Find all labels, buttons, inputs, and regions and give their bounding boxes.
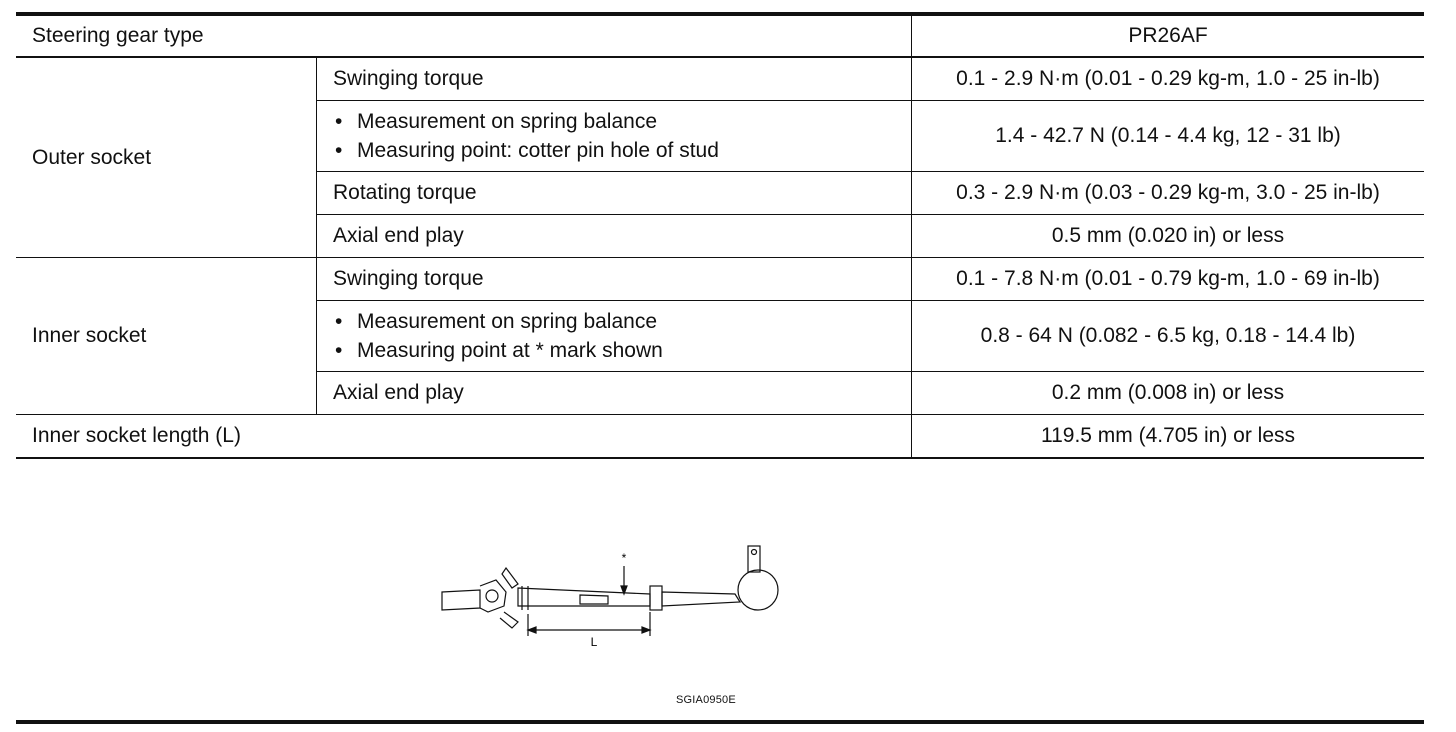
length-label: L	[590, 635, 598, 649]
outer-swinging-torque-value: 0.1 - 2.9 N·m (0.01 - 0.29 kg-m, 1.0 - 25 in-lb)	[912, 57, 1425, 101]
table-row	[16, 415, 1424, 459]
outer-socket-shape	[738, 570, 778, 610]
table-row	[16, 258, 1424, 301]
inner-bullet-list	[333, 307, 895, 365]
inner-socket-length-value: 119.5 mm (4.705 in) or less	[912, 415, 1425, 459]
inner-swinging-torque-value: 0.1 - 7.8 N·m (0.01 - 0.79 kg-m, 1.0 - 69 in-lb)	[912, 258, 1425, 301]
outer-rotating-torque-value: 0.3 - 2.9 N·m (0.03 - 0.29 kg-m, 3.0 - 25 in-lb)	[912, 172, 1425, 215]
list-item: • Measurement on spring balance	[333, 307, 895, 336]
gear-type-label: Steering gear type	[16, 14, 912, 57]
outer-socket-label: Outer socket	[16, 57, 317, 258]
bottom-rule	[16, 720, 1424, 724]
inner-socket-length-label: Inner socket length (L)	[16, 415, 912, 459]
list-item: • Measurement on spring balance	[333, 107, 895, 136]
star-mark: *	[621, 551, 627, 565]
gear-type-value: PR26AF	[912, 14, 1425, 57]
table-row	[16, 57, 1424, 101]
inner-swinging-torque-label: Swinging torque	[317, 258, 912, 301]
outer-measurement-notes	[317, 101, 912, 172]
outer-bullet-list	[333, 107, 895, 165]
boot-shape	[480, 580, 506, 612]
inner-socket-label: Inner socket	[16, 258, 317, 415]
outer-rotating-torque-label: Rotating torque	[317, 172, 912, 215]
list-item: • Measuring point at * mark shown	[333, 336, 895, 365]
lock-nut-shape	[650, 586, 662, 610]
inner-socket-tube	[518, 588, 650, 606]
inner-axial-play-label: Axial end play	[317, 372, 912, 415]
tie-rod-diagram	[440, 540, 790, 660]
outer-axial-play-label: Axial end play	[317, 215, 912, 258]
outer-axial-play-value: 0.5 mm (0.020 in) or less	[912, 215, 1425, 258]
outer-spring-balance-value: 1.4 - 42.7 N (0.14 - 4.4 kg, 12 - 31 lb)	[912, 101, 1425, 172]
inner-measurement-notes	[317, 301, 912, 372]
spec-table	[16, 12, 1424, 459]
rack-end-shape	[442, 590, 480, 610]
inner-spring-balance-value: 0.8 - 64 N (0.082 - 6.5 kg, 0.18 - 14.4 lb)	[912, 301, 1425, 372]
inner-axial-play-value: 0.2 mm (0.008 in) or less	[912, 372, 1425, 415]
table-header-row	[16, 14, 1424, 57]
figure-code: SGIA0950E	[676, 694, 736, 706]
outer-swinging-torque-label: Swinging torque	[317, 57, 912, 101]
list-item: • Measuring point: cotter pin hole of stud	[333, 136, 895, 165]
